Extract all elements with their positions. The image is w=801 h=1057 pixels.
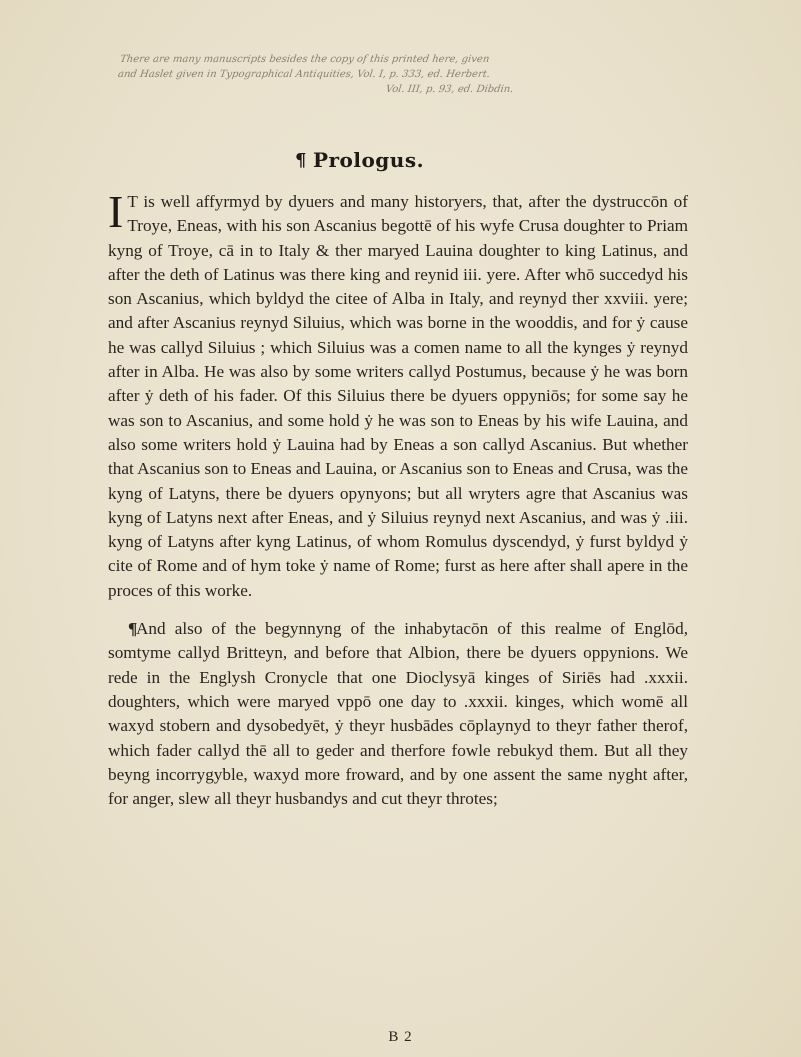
paragraph-text: T is well affyrmyd by dyuers and many historyers, that, after the dystruccōn of Troye, Eneas, with his son Ascanius begottē of his wyfe Crusa doughter to Priam kyng of Troye, cā in to Italy & ther maryed Lauina doughter to king Latinus, and after the deth of Latinus was there king and reynid iii. yere. After whō succedyd his son Ascanius, which byldyd the citee of Alba in Italy, and reynyd ther xxviii. yere; and after Ascanius reynyd Siluius, which was borne in the wooddis, and for ẏ cause he was callyd Siluius ; which Siluius was a comen name to all the kynges ẏ reynyd after in Alba. He was also by some writers callyd Postumus, because ẏ he was born after ẏ deth of his fader. Of this Siluius there be dyuers oppyniōs; for some say he was son to Ascanius, and some hold ẏ he was son to Eneas by his wife Lauina, and also some writers hold ẏ Lauina had by Eneas a son callyd Ascanius. But whether that Ascanius son to Eneas and Lauina, or Ascanius son to Eneas and Crusa, was the kyng of Latyns, there be dyuers opynyons; but all wryters agre that Ascanius was kyng of Latyns next after Eneas, and ẏ Siluius reynyd next Ascanius, and was ẏ .iii. kyng of Latyns after kyng Latinus, of whom Romulus dyscendyd, ẏ furst byldyd ẏ cite of Rome and of hym toke ẏ name of Rome; furst as here after shall apere in the proces of this worke. — [108, 192, 688, 600]
paragraph-text: And also of the begynnyng of the inhabytacōn of this realme of Englōd, somtyme callyd Britteyn, and before that Albion, there be dyuers oppynions. We rede in the Englysh Cronycle that one Dioclysyā kinges of Siriēs had .xxxii. doughters, which were maryed vppō one day to .xxxii. kinges, which womē all waxyd stobern and dysobedyēt, ẏ theyr husbādes cōplaynyd to theyr father therof, which fader callyd thē all to geder and therfore fowle rebukyd them. But all they beyng incorrygyble, waxyd more froward, and by one assent the same nyght after, for anger, slew all theyr husbandys and cut theyr throtes; — [108, 619, 688, 809]
handwritten-annotation — [115, 52, 641, 97]
pilcrow-icon: ¶ — [295, 150, 307, 171]
paragraph — [108, 186, 688, 603]
handwritten-annotation-line: There are many manuscripts besides the copy of this printed here, given — [119, 54, 491, 65]
signature-mark: B 2 — [388, 1029, 413, 1045]
paragraph — [108, 617, 688, 811]
drop-cap: I — [108, 186, 124, 237]
pilcrow-icon: ¶ — [128, 619, 138, 639]
handwritten-annotation-line: Vol. III, p. 93, ed. Dibdin. — [385, 84, 515, 95]
heading-text: Prologus. — [312, 148, 425, 172]
section-heading — [295, 148, 424, 172]
body-text — [108, 186, 688, 811]
handwritten-annotation-line: and Haslet given in Typographical Antiquities, Vol. I, p. 333, ed. Herbert. — [117, 69, 491, 80]
